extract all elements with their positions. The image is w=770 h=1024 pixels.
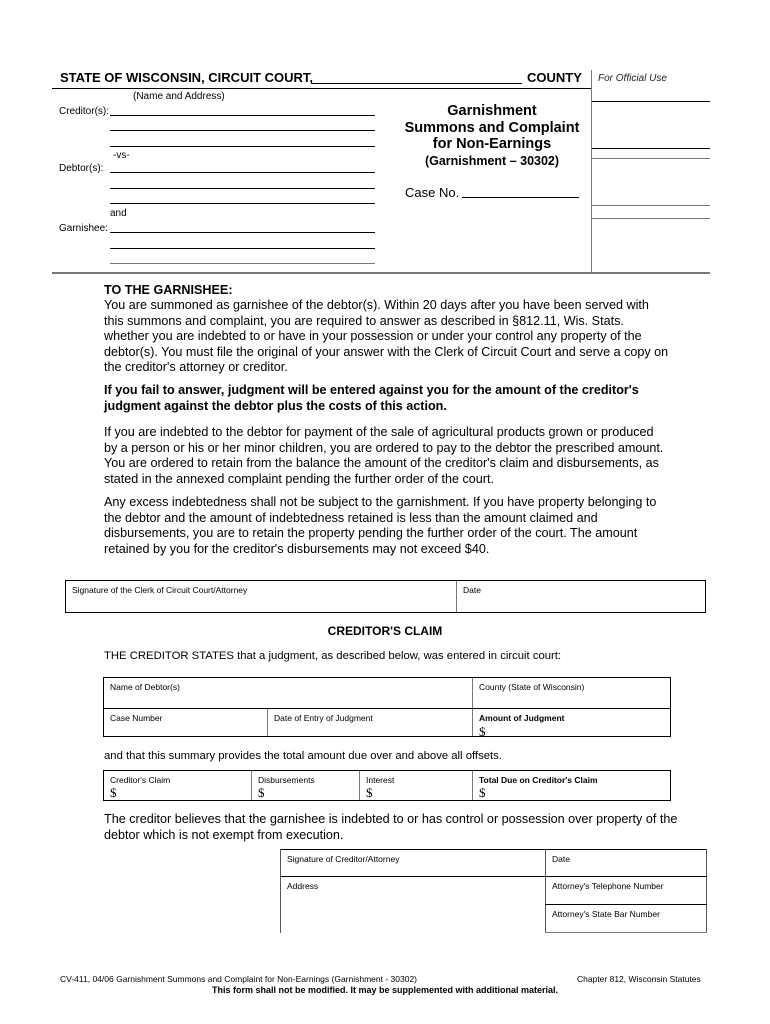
case-number-label: Case Number [110, 713, 163, 723]
summary-table [103, 770, 671, 801]
county-name-field[interactable] [312, 83, 522, 84]
official-use-line [592, 158, 710, 159]
total-due-field[interactable] [472, 771, 670, 800]
summons-paragraph-3: Any excess indebtedness shall not be subject to the garnishment. If you have property belonging to the debtor and the amount of indebtedness retained is less than the amount claimed and disbursements, you are to retain the property pending the further order of the court. The amount retained by you for the creditor's disbursements may not exceed $40. [104, 495, 657, 556]
disbursements-label: Disbursements [258, 775, 315, 785]
garnishee-label: Garnishee: [59, 223, 108, 234]
name-address-hint: (Name and Address) [133, 91, 225, 102]
belief-statement: The creditor believes that the garnishee is indebted to or has control or possession over property of the debtor which is not exempt from execution. [104, 812, 678, 842]
court-title: STATE OF WISCONSIN, CIRCUIT COURT, [60, 70, 314, 85]
footer-form-id: CV-411, 04/06 Garnishment Summons and Complaint for Non-Earnings (Garnishment - 30302) [60, 974, 418, 984]
debtor-label: Debtor(s): [59, 163, 104, 174]
clerk-date-field[interactable] [456, 581, 705, 612]
county-label: COUNTY [527, 70, 582, 85]
name-of-debtors-field[interactable] [104, 678, 472, 708]
footer-statute: Chapter 812, Wisconsin Statutes [577, 974, 701, 984]
form-title-subtitle: (Garnishment – 30302) [424, 153, 560, 168]
and-label: and [110, 208, 127, 219]
official-use-line [592, 205, 710, 206]
case-no-field[interactable] [462, 197, 579, 198]
creditor-field-line-1[interactable] [110, 115, 375, 116]
total-due-currency: $ [479, 785, 486, 800]
official-use-line [592, 101, 710, 102]
county-field[interactable] [472, 678, 670, 708]
disbursements-field[interactable] [251, 771, 359, 800]
summons-warning: If you fail to answer, judgment will be entered against you for the amount of the creditor's judgment against the debtor plus the costs of this action. [104, 383, 639, 413]
official-use-line [592, 218, 710, 219]
garnishee-field-line-3[interactable] [110, 263, 375, 264]
official-use-label: For Official Use [598, 73, 667, 84]
creditor-date-field[interactable] [546, 850, 706, 876]
attorney-bar-number-field[interactable] [546, 905, 706, 932]
caption-bottom-rule [52, 272, 710, 274]
amount-of-judgment-label: Amount of Judgment [479, 713, 565, 723]
official-use-line [592, 148, 710, 149]
garnishee-field-line-1[interactable] [110, 232, 375, 233]
attorney-telephone-label: Attorney's Telephone Number [552, 881, 664, 891]
creditors-claim-heading: CREDITOR'S CLAIM [327, 624, 443, 638]
total-due-label: Total Due on Creditor's Claim [479, 775, 598, 785]
creditor-signature-right-rule [706, 849, 707, 933]
form-title-line-3: for Non-Earnings [432, 136, 552, 152]
creditor-address-label: Address [287, 881, 319, 891]
date-of-entry-field[interactable] [267, 708, 472, 736]
amount-of-judgment-currency: $ [479, 724, 486, 739]
creditors-claim-field[interactable] [104, 771, 251, 800]
form-title-line-1: Garnishment [447, 103, 537, 119]
summary-intro: and that this summary provides the total amount due over and above all offsets. [104, 750, 502, 762]
creditor-field-line-3[interactable] [110, 146, 375, 147]
garnishee-field-line-2[interactable] [110, 248, 375, 249]
name-of-debtors-label: Name of Debtor(s) [110, 682, 180, 692]
creditors-claim-intro: THE CREDITOR STATES that a judgment, as described below, was entered in circuit court: [104, 650, 562, 662]
creditors-claim-label: Creditor's Claim [110, 775, 171, 785]
amount-of-judgment-field[interactable] [472, 708, 670, 739]
clerk-signature-field[interactable] [66, 581, 456, 612]
clerk-signature-box [65, 580, 706, 613]
footer-notice: This form shall not be modified. It may be supplemented with additional material. [211, 985, 559, 995]
creditor-signature-block [280, 849, 707, 933]
creditor-label: Creditor(s): [59, 106, 110, 117]
form-title [392, 103, 592, 169]
clerk-date-label: Date [463, 585, 481, 595]
attorney-telephone-field[interactable] [546, 877, 706, 904]
header-rule [52, 88, 592, 89]
attorney-bar-number-label: Attorney's State Bar Number [552, 909, 660, 919]
creditor-bar-bottom-rule [545, 932, 707, 933]
debtor-field-line-1[interactable] [110, 172, 375, 173]
creditor-signature-label: Signature of Creditor/Attorney [287, 854, 400, 864]
county-state-label: County (State of Wisconsin) [479, 682, 585, 692]
interest-label: Interest [366, 775, 395, 785]
creditor-signature-field[interactable] [281, 850, 545, 876]
debtor-field-line-3[interactable] [110, 203, 375, 204]
judgment-table [103, 677, 671, 737]
interest-field[interactable] [359, 771, 472, 800]
creditor-address-field[interactable] [281, 877, 545, 933]
form-title-line-2: Summons and Complaint [404, 119, 580, 136]
clerk-signature-label: Signature of the Clerk of Circuit Court/Attorney [72, 585, 248, 595]
date-of-entry-label: Date of Entry of Judgment [274, 713, 373, 723]
creditor-field-line-2[interactable] [110, 130, 375, 131]
vs-label: -vs- [113, 150, 130, 161]
debtor-field-line-2[interactable] [110, 188, 375, 189]
summons-paragraph-1: You are summoned as garnishee of the debtor(s). Within 20 days after you have been served with this summons and complaint, you are required to answer as described in §812.11, Wis. Stats. whether you are indebted to or have in your possession or under your control any property of the debtor(s). You must file the original of your answer with the Clerk of Circuit Court and serve a copy on the creditor's attorney or creditor. [104, 298, 669, 375]
case-no-label: Case No. [405, 185, 460, 200]
creditor-date-label: Date [552, 854, 570, 864]
creditors-claim-currency: $ [110, 785, 117, 800]
summons-heading: TO THE GARNISHEE: [104, 283, 233, 297]
case-number-field[interactable] [104, 708, 267, 736]
disbursements-currency: $ [258, 785, 265, 800]
summons-paragraph-2: If you are indebted to the debtor for payment of the sale of agricultural products grown or produced by a person or his or her minor children, you are ordered to pay to the debtor the prescribed amount. You are ordered to retain from the balance the amount of the creditor's claim and disbursements, as stated in the annexed complaint pending the further order of the court. [104, 425, 664, 486]
interest-currency: $ [366, 785, 373, 800]
